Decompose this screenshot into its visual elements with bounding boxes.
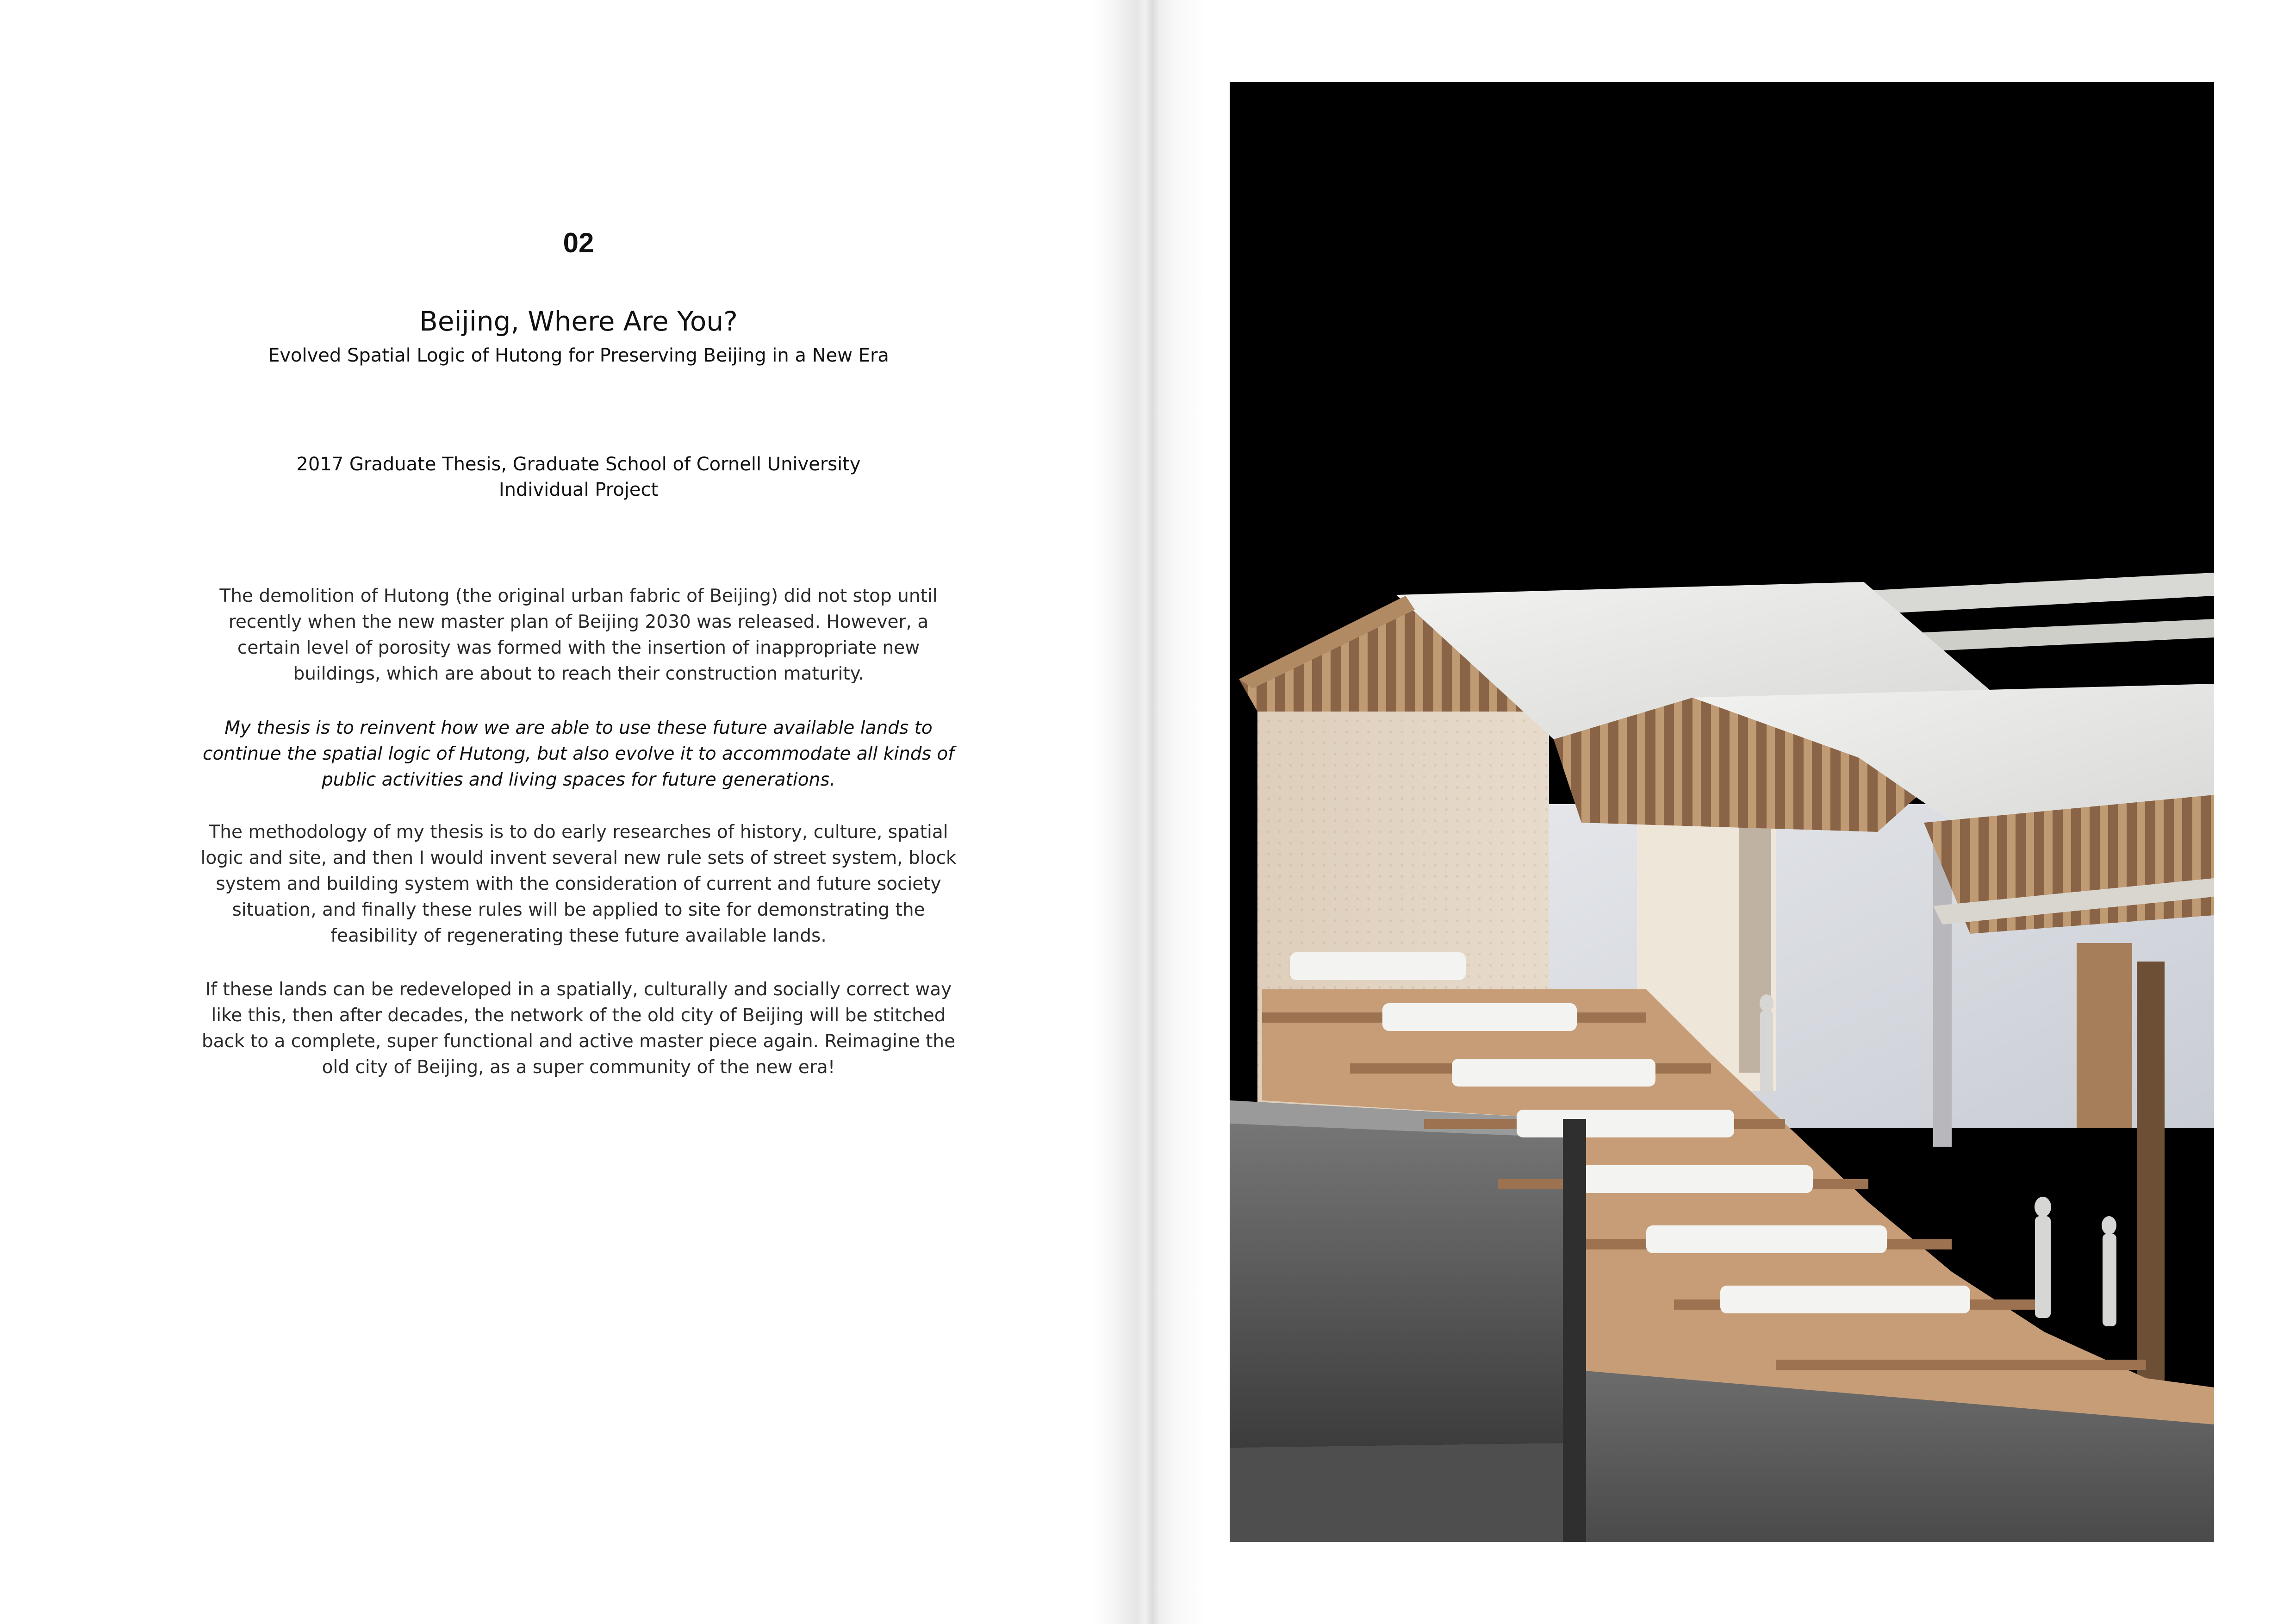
project-number: 02 — [563, 227, 594, 258]
project-title: Beijing, Where Are You? — [419, 306, 738, 337]
project-type: Individual Project — [498, 479, 659, 500]
book-gutter — [1092, 0, 1208, 1624]
architectural-model-photo — [1230, 82, 2214, 1542]
body-paragraph: The demolition of Hutong (the original urban fabric of Beijing) did not stop until recently when the new master plan of Beijing 2030 was released. However, a certain level of porosity was formed with the insertion of inappropriate new buildings, which are about to reach their construction maturity. — [219, 586, 938, 684]
left-page — [0, 0, 1106, 1624]
model-illustration — [1230, 82, 2214, 1542]
body-paragraph: If these lands can be redeveloped in a spatially, culturally and socially correct way like this, then after decades, the network of the old city of Beijing will be stitched back to a complete, super functional and active master piece again. Reimagine the old city of Beijing, as a super community of the new era! — [201, 979, 956, 1078]
body-paragraph: The methodology of my thesis is to do early researches of history, culture, spatial logic and site, and then I would invent several new rule sets of street system, block system and building system with the consideration of current and future society situation, and finally these rules will be applied to site for demonstrating the feasibility of regenerating these future available lands. — [200, 822, 957, 946]
project-subtitle: Evolved Spatial Logic of Hutong for Preserving Beijing in a New Era — [268, 345, 889, 366]
thesis-statement: My thesis is to reinvent how we are able to use these future available lands to continue the spatial logic of Hutong, but also evolve it to accommodate all kinds of public activities and living spaces for future generations. — [203, 718, 954, 790]
thesis-info: 2017 Graduate Thesis, Graduate School of Cornell University — [296, 454, 861, 475]
